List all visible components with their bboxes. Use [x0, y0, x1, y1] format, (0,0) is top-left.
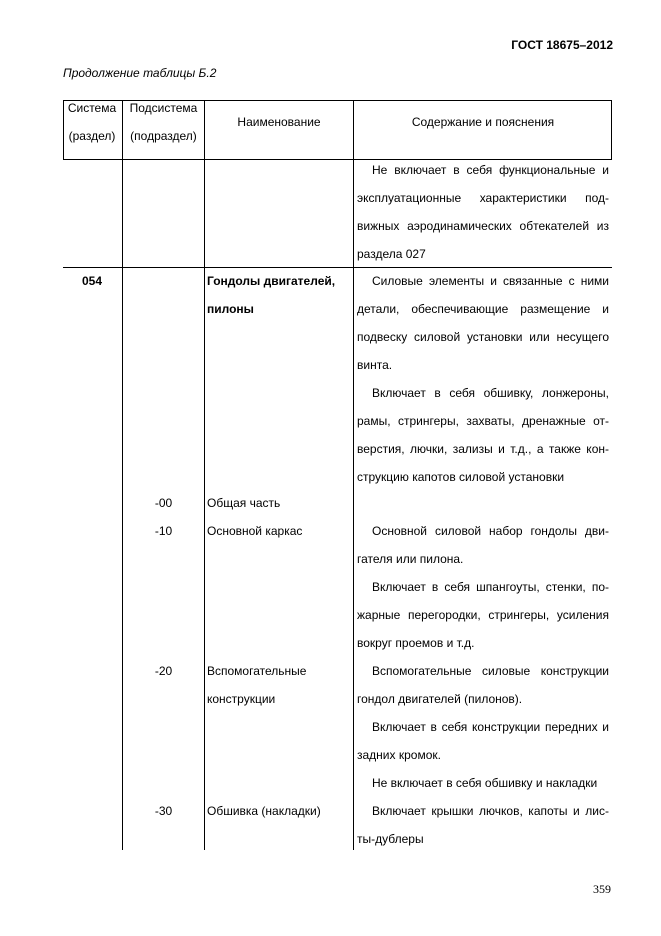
desc-line: винта.	[357, 358, 393, 372]
header-name: Наименование	[237, 115, 321, 129]
subsystem-code: -30	[154, 804, 173, 818]
desc-line: Включает в себя шпангоуты, стенки, по-	[372, 580, 609, 594]
header-description: Содержание и пояснения	[411, 115, 555, 129]
system-name: пилоны	[207, 302, 254, 316]
subsystem-name: Вспомогательные	[207, 664, 307, 678]
desc-line: детали, обеспечивающие размещение и	[357, 302, 609, 316]
header-system-sub: (раздел)	[68, 129, 116, 143]
desc-line: раздела 027	[357, 247, 426, 261]
header-subsystem-sub: (подраздел)	[130, 129, 197, 143]
desc-line: Включает в себя конструкции передних и	[372, 720, 609, 734]
desc-line: верстия, лючки, зализы и т.д., а также кон-	[357, 442, 609, 456]
header-subsystem: Подсистема	[129, 101, 198, 115]
subsystem-name: Основной каркас	[207, 524, 303, 538]
system-code: 054	[81, 274, 103, 288]
desc-line: Основной силовой набор гондолы дви-	[372, 524, 609, 538]
subsystem-code: -00	[154, 496, 173, 510]
column-divider-1	[122, 100, 123, 850]
header-system: Система	[67, 101, 117, 115]
desc-line: Не включает в себя функциональные и	[372, 163, 609, 177]
page-number: 359	[593, 882, 611, 896]
desc-line: Включает крышки лючков, капоты и лис-	[372, 804, 609, 818]
desc-line: вокруг проемов и т.д.	[357, 636, 475, 650]
desc-line: эксплуатационные характеристики под-	[357, 191, 609, 205]
desc-line: гондол двигателей (пилонов).	[357, 692, 523, 706]
desc-line: задних кромок.	[357, 748, 441, 762]
subsystem-name: конструкции	[207, 692, 276, 706]
desc-line: Включает в себя обшивку, лонжероны,	[372, 386, 609, 400]
system-name: Гондолы двигателей,	[207, 274, 336, 288]
desc-line: подвеску силовой установки или несущего	[357, 330, 609, 344]
document-code: ГОСТ 18675–2012	[511, 38, 613, 52]
subsystem-code: -10	[154, 524, 173, 538]
subsystem-name: Обшивка (накладки)	[207, 804, 321, 818]
table-caption: Продолжение таблицы Б.2	[63, 66, 217, 80]
desc-line: Вспомогательные силовые конструкции	[372, 664, 609, 678]
desc-line: струкцию капотов силовой установки	[357, 470, 565, 484]
column-divider-3	[353, 100, 354, 850]
subsystem-code: -20	[154, 664, 173, 678]
desc-line: жарные перегородки, стрингеры, усиления	[357, 608, 609, 622]
desc-line: Силовые элементы и связанные с ними	[372, 274, 609, 288]
desc-line: вижных аэродинамических обтекателей из	[357, 219, 609, 233]
desc-line: гателя или пилона.	[357, 552, 464, 566]
desc-line: Не включает в себя обшивку и накладки	[372, 776, 598, 790]
column-divider-2	[204, 100, 205, 850]
desc-line: ты-дублеры	[357, 832, 424, 846]
desc-line: рамы, стрингеры, захваты, дренажные от-	[357, 414, 609, 428]
subsystem-name: Общая часть	[207, 496, 281, 510]
